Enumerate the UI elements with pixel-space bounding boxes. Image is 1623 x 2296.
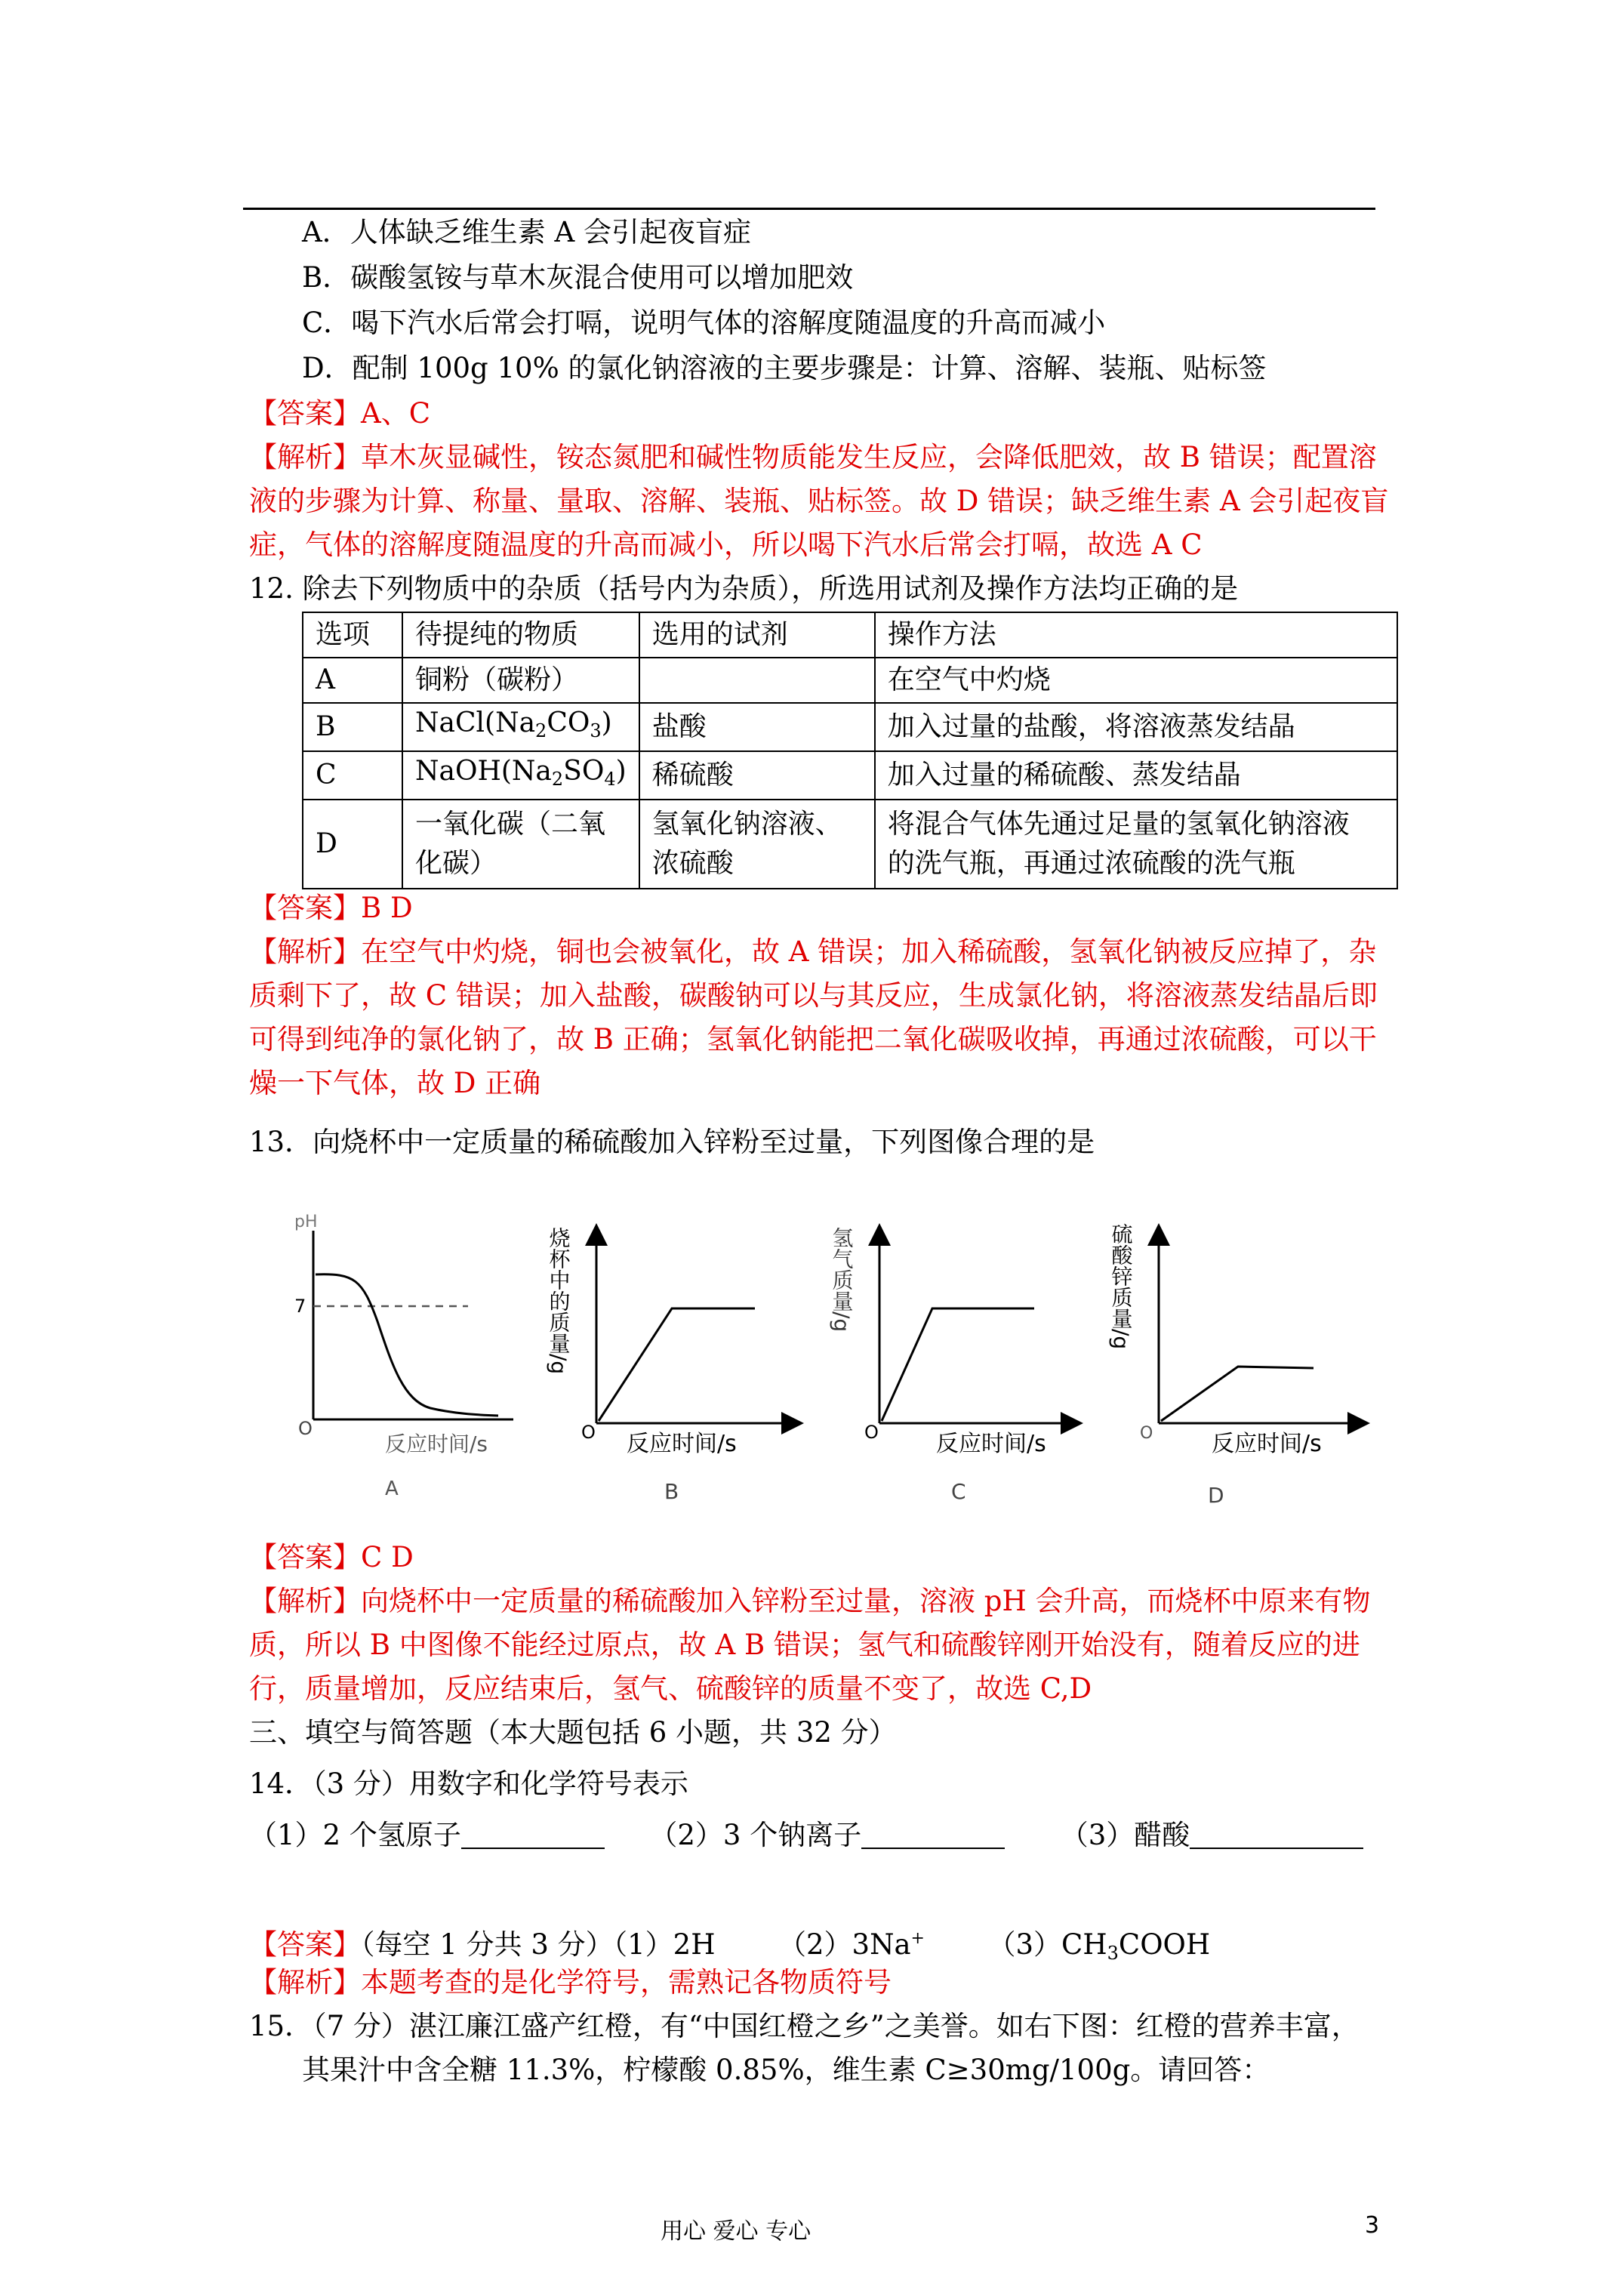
- table-header-cell: 操作方法: [875, 612, 1397, 658]
- q14-blank-3[interactable]: [1190, 1820, 1363, 1849]
- table-cell-option: D: [303, 800, 402, 889]
- table-row: [303, 751, 1397, 800]
- graph-d-line: [1161, 1367, 1313, 1421]
- q14-blank-1[interactable]: [461, 1820, 605, 1849]
- table-row: [303, 703, 1397, 751]
- q14-blanks: [249, 1818, 1363, 1853]
- table-cell-method: 在空气中灼烧: [875, 658, 1397, 703]
- q14-answer-1: （每空 1 分共 3 分）（1）2H: [361, 1928, 716, 1961]
- table-cell-reagent: 氢氧化钠溶液、 浓硫酸: [639, 800, 875, 889]
- table-cell-reagent: [639, 658, 875, 703]
- q11-option-c: C．喝下汽水后常会打嗝，说明气体的溶解度随温度的升高而减小: [302, 307, 1106, 339]
- q13-analysis-line-1: 【解析】向烧杯中一定质量的稀硫酸加入锌粉至过量，溶液 pH 会升高，而烧杯中原来有物: [249, 1585, 1371, 1617]
- page-number: 3: [1365, 2212, 1380, 2239]
- graph-c-y-label: 氢气质量/g: [829, 1227, 855, 1333]
- graph-b-line: [599, 1308, 755, 1421]
- q14-answer-3: （3）CH: [987, 1928, 1107, 1961]
- table-cell-reagent: 稀硫酸: [639, 751, 875, 800]
- table-cell-substance: $NaCl(Na_2CO_3)$: [402, 703, 639, 751]
- q12-analysis-line-3: 可得到纯净的氯化钠了，故 B 正确；氢氧化钠能把二氧化碳吸收掉，再通过浓硫酸，可以干: [249, 1023, 1377, 1056]
- q11-option-a: A．人体缺乏维生素 A 会引起夜盲症: [302, 216, 751, 248]
- q11-analysis-line-3: 症，气体的溶解度随温度的升高而减小，所以喝下汽水后常会打嗝，故选 A C: [249, 529, 1203, 561]
- graph-b-y-label: 烧杯中的质量/g: [546, 1227, 571, 1375]
- graph-d-x-label: 反应时间/s: [1212, 1431, 1322, 1457]
- graph-a-origin: O: [298, 1418, 313, 1439]
- q13-stem: 13．向烧杯中一定质量的稀硫酸加入锌粉至过量，下列图像合理的是: [249, 1126, 1095, 1158]
- q12-analysis-line-4: 燥一下气体，故 D 正确: [249, 1067, 541, 1099]
- q11-option-b: B．碳酸氢铵与草木灰混合使用可以增加肥效: [302, 261, 854, 294]
- graph-c: [830, 1227, 1073, 1504]
- table-cell-substance: 一氧化碳（二氧 化碳）: [402, 800, 639, 889]
- q12-analysis-line-2: 质剩下了，故 C 错误；加入盐酸，碳酸钠可以与其反应，生成氯化钠，将溶液蒸发结晶后即: [249, 979, 1378, 1012]
- table-cell-option: B: [303, 703, 402, 751]
- table-header-cell: 待提纯的物质: [402, 612, 639, 658]
- graph-d: [1109, 1223, 1360, 1508]
- q11-analysis-line-1: 【解析】草木灰显碱性，铵态氮肥和碱性物质能发生反应，会降低肥效，故 B 错误；配置溶: [249, 441, 1377, 473]
- graph-a-curve: [316, 1274, 498, 1416]
- graph-a-y-label: pH: [294, 1213, 318, 1231]
- graph-a-x-label: 反应时间/s: [385, 1432, 488, 1456]
- q11-answer: 【答案】A、C: [249, 397, 431, 430]
- graph-a-tick-7: 7: [294, 1296, 306, 1317]
- q11-analysis-line-2: 液的步骤为计算、称量、量取、溶解、装瓶、贴标签。故 D 错误；缺乏维生素 A 会引起夜盲: [249, 485, 1389, 517]
- table-cell-substance: $NaOH(Na_2SO_4)$: [402, 751, 639, 800]
- q14-blank-3-label: （3）醋酸: [1060, 1819, 1190, 1851]
- graph-b-letter: B: [664, 1479, 679, 1504]
- q13-answer: 【答案】C D: [249, 1541, 414, 1573]
- q15-stem-line-2: 其果汁中含全糖 11.3%，柠檬酸 0.85%，维生素 C≥30mg/100g。请回答：: [302, 2054, 1270, 2086]
- graph-d-y-label: 硫酸锌质量/g: [1108, 1223, 1134, 1350]
- graph-c-line: [882, 1308, 1034, 1421]
- graph-c-x-label: 反应时间/s: [936, 1431, 1046, 1457]
- footer-motto: 用心 爱心 专心: [661, 2218, 812, 2245]
- q14-blank-2[interactable]: [861, 1820, 1005, 1849]
- table-cell-method: 将混合气体先通过足量的氢氧化钠溶液 的洗气瓶，再通过浓硫酸的洗气瓶: [875, 800, 1397, 889]
- q13-analysis-line-3: 行，质量增加，反应结束后，氢气、硫酸锌的质量不变了，故选 C,D: [249, 1672, 1092, 1705]
- table-cell-option: C: [303, 751, 402, 800]
- graph-b-x-label: 反应时间/s: [627, 1431, 737, 1457]
- section-three-heading: 三、填空与简答题（本大题包括 6 小题，共 32 分）: [249, 1716, 897, 1749]
- table-row: [303, 800, 1397, 889]
- graph-c-origin: O: [864, 1422, 879, 1443]
- q12-analysis-line-1: 【解析】在空气中灼烧，铜也会被氧化，故 A 错误；加入稀硫酸，氢氧化钠被反应掉了，杂: [249, 935, 1377, 968]
- q14-answer-2: （2）3Na: [778, 1928, 911, 1961]
- q13-analysis-line-2: 质，所以 B 中图像不能经过原点，故 A B 错误；氢气和硫酸锌刚开始没有，随着反应的进: [249, 1629, 1360, 1661]
- q15-stem-line-1: 15．（7 分）湛江廉江盛产红橙，有“中国红橙之乡”之美誉。如右下图：红橙的营养丰富，: [249, 2010, 1360, 2042]
- table-header-cell: 选项: [303, 612, 402, 658]
- q12-stem: 12. 除去下列物质中的杂质（括号内为杂质），所选用试剂及操作方法均正确的是: [249, 572, 1239, 605]
- q14-blank-1-label: （1）2 个氢原子: [249, 1819, 461, 1851]
- graph-b: [547, 1227, 793, 1504]
- header-rule: [243, 208, 1375, 210]
- graph-d-letter: D: [1208, 1483, 1224, 1508]
- table-cell-option: A: [303, 658, 402, 703]
- table-cell-method: 加入过量的稀硫酸、蒸发结晶: [875, 751, 1397, 800]
- graph-a-letter: A: [385, 1478, 399, 1500]
- q12-answer: 【答案】B D: [249, 892, 413, 924]
- q14-blank-2-label: （2）3 个钠离子: [649, 1819, 862, 1851]
- graph-c-letter: C: [951, 1479, 966, 1504]
- q14-analysis: 【解析】本题考查的是化学符号，需熟记各物质符号: [249, 1966, 892, 1999]
- table-row: [303, 658, 1397, 703]
- q11-option-d: D．配制 100g 10% 的氯化钠溶液的主要步骤是：计算、溶解、装瓶、贴标签: [302, 352, 1267, 384]
- table-header-row: [303, 612, 1397, 658]
- table-header-cell: 选用的试剂: [639, 612, 875, 658]
- q14-answer-tag: 【答案】: [249, 1928, 361, 1961]
- graph-d-origin: O: [1140, 1424, 1153, 1443]
- q14-answer: 【答案】（每空 1 分共 3 分）（1）2H （2）3Na+ $(3)CH_3COOH$: [249, 1928, 1211, 1964]
- graph-a: [294, 1213, 513, 1500]
- table-cell-substance: 铜粉（碳粉）: [402, 658, 639, 703]
- q13-graphs: [272, 1208, 1374, 1518]
- q14-stem: 14．（3 分）用数字和化学符号表示: [249, 1767, 688, 1800]
- graph-b-origin: O: [581, 1422, 596, 1443]
- table-cell-reagent: 盐酸: [639, 703, 875, 751]
- table-cell-method: 加入过量的盐酸，将溶液蒸发结晶: [875, 703, 1397, 751]
- q12-options-table: [302, 612, 1398, 889]
